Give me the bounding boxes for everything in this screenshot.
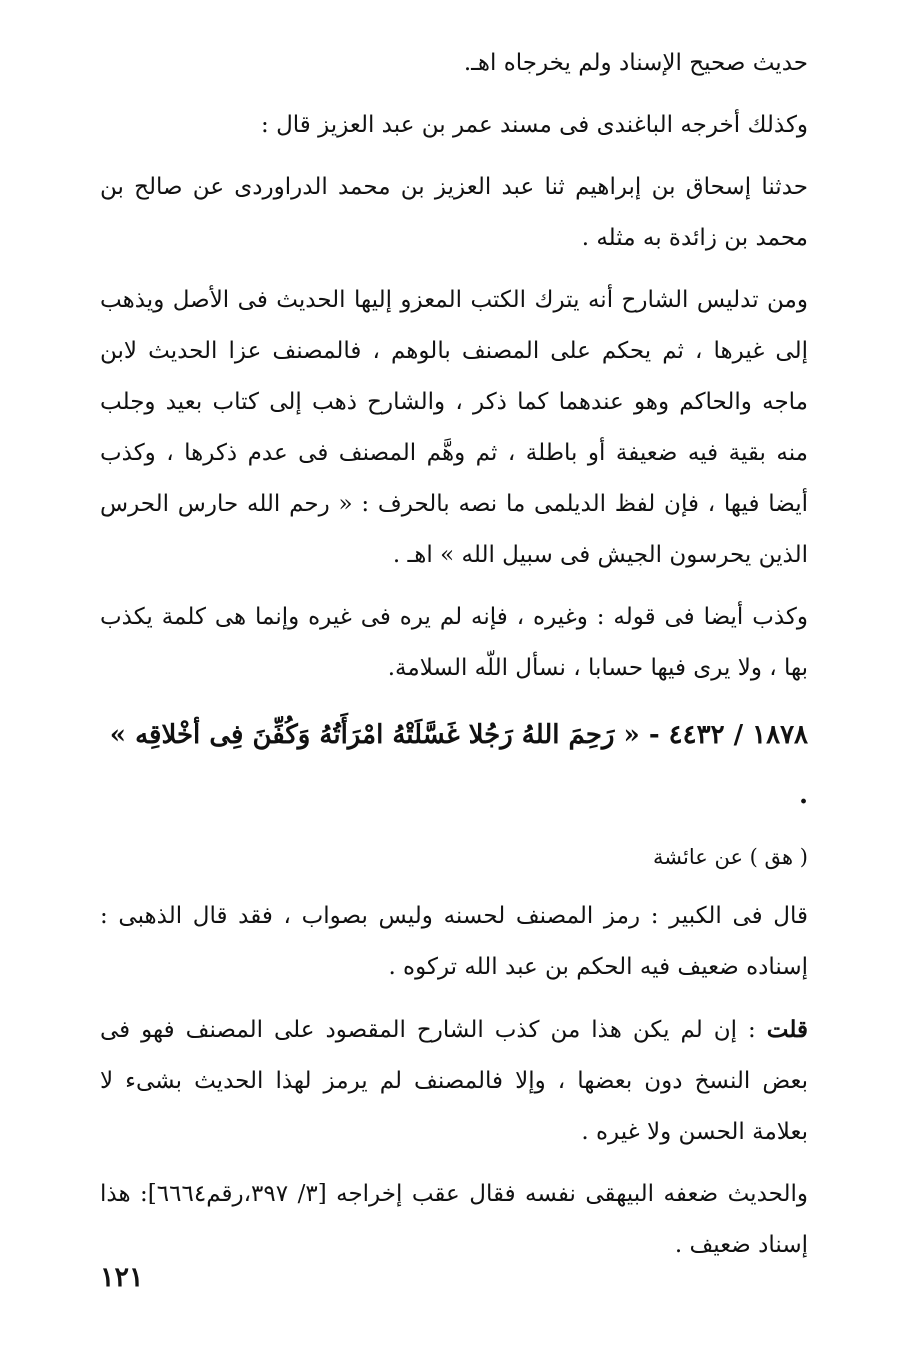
paragraph-bayhaqi: والحديث ضعفه البيهقى نفسه فقال عقب إخراجه [٣/ ٣٩٧،رقم٦٦٦٤]: هذا إسناد ضعيف .	[100, 1181, 808, 1258]
page-number: ١٢١	[100, 1262, 144, 1293]
paragraph-hadith-grading: حديث صحيح الإسناد ولم يخرجاه اهـ.	[463, 50, 808, 76]
qultu-label: قلت	[766, 1016, 808, 1043]
paragraph-qultu	[100, 1004, 808, 1158]
hadith-heading: ١٨٧٨ / ٤٤٣٢ - « رَحِمَ اللهُ رَجُلا غَسَّلَتْهُ امْرَأَتُهُ وَكُفِّنَ فِى أخْلاقِه » .	[109, 720, 808, 810]
qultu-text: : إن لم يكن هذا من كذب الشارح المقصود على المصنف فهو فى بعض النسخ دون بعضها ، وإلا فالمصنف لم يرمز لهذا الحديث بشىء لا بعلامة الحسن ولا غيره .	[100, 1017, 808, 1145]
paragraph-commentator-critique: ومن تدليس الشارح أنه يترك الكتب المعزو إليها الحديث فى الأصل ويذهب إلى غيرها ، ثم يحكم على المصنف بالوهم ، فالمصنف عزا الحديث لابن ماجه والحاكم وهو عندهما كما ذكر ، والشارح ذهب إلى كتاب بعيد وجلب منه بقية فيه ضعيفة أو باطلة ، ثم وهَّم المصنف فى عدم ذكرها ، وكذب أيضا فيها ، فإن لفظ الديلمى ما نصه بالحرف : « رحم الله حارس الحرس الذين يحرسون الجيش فى سبيل الله » اهـ .	[100, 287, 808, 568]
hadith-source: ( هق ) عن عائشة	[653, 845, 808, 869]
paragraph-isnad: حدثنا إسحاق بن إبراهيم ثنا عبد العزيز بن محمد الدراوردى عن صالح بن محمد بن زائدة به مثله .	[100, 174, 808, 251]
paragraph-baghandi-source: وكذلك أخرجه الباغندى فى مسند عمر بن عبد العزيز قال :	[261, 112, 808, 138]
paragraph-additional-critique: وكذب أيضا فى قوله : وغيره ، فإنه لم يره فى غيره وإنما هى كلمة يكذب بها ، ولا يرى فيها حسابا ، نسأل اللّه السلامة.	[100, 604, 808, 681]
paragraph-kabir-comment: قال فى الكبير : رمز المصنف لحسنه وليس بصواب ، فقد قال الذهبى : إسناده ضعيف فيه الحكم بن عبد الله تركوه .	[100, 903, 808, 980]
page-body	[100, 38, 808, 1282]
